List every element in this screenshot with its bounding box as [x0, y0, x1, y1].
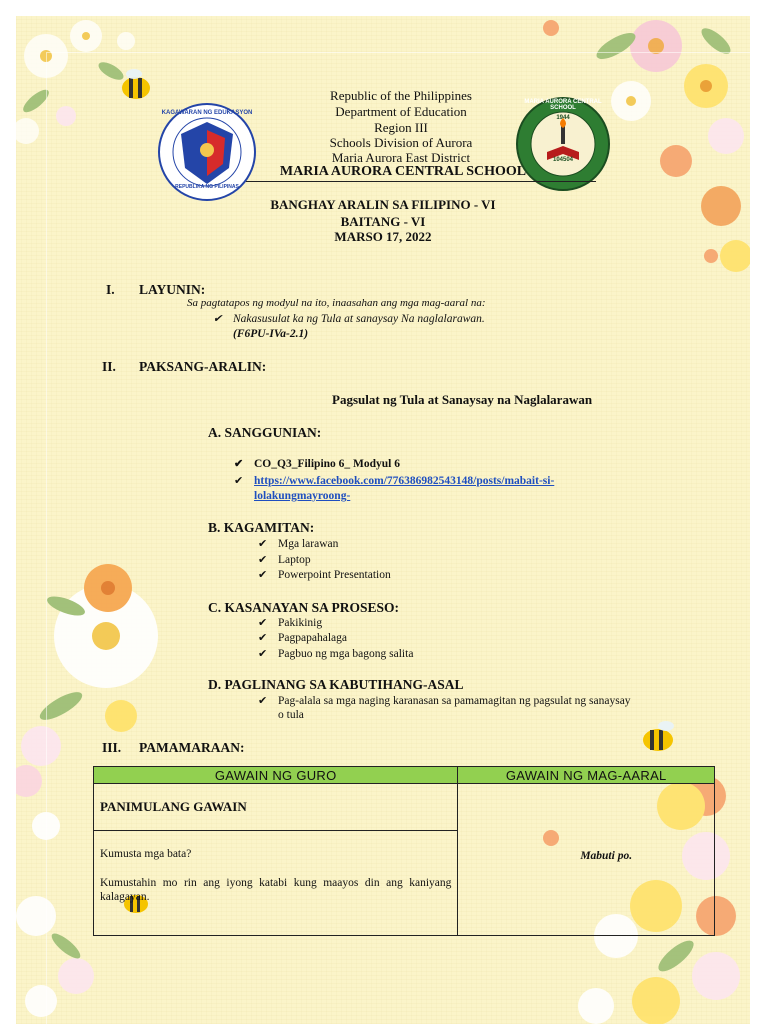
col-header-guro: GAWAIN NG GURO	[94, 767, 458, 784]
grade-level: BAITANG - VI	[340, 214, 426, 229]
header-department: Department of Education	[335, 104, 467, 119]
kasanayan-item: ✔ Pagpapahalaga	[258, 631, 347, 644]
deped-logo-text-bottom: REPUBLIKA NG PILIPINAS	[175, 184, 239, 190]
header-rule	[246, 181, 596, 182]
student-response: Mabuti po.	[580, 850, 633, 862]
panimulang-gawain-label: PANIMULANG GAWAIN	[100, 799, 247, 814]
school-logo-text: MARIA AURORA CENTRAL SCHOOL	[524, 99, 602, 111]
header-republic: Republic of the Philippines	[330, 88, 472, 103]
lesson-plan-sheet	[16, 16, 750, 1024]
kagamitan-item: ✔ Laptop	[258, 553, 311, 566]
sanggunian-link[interactable]: https://www.facebook.com/776386982543148/posts/mabait-si-	[254, 475, 555, 487]
teacher-greeting: Kumusta mga bata?	[100, 848, 192, 860]
kagamitan-item: ✔ Mga larawan	[258, 537, 338, 550]
section-number-1: I.	[106, 282, 115, 297]
header-division: Schools Division of Aurora	[329, 135, 473, 150]
lesson-topic: Pagsulat ng Tula at Sanaysay na Naglalarawan	[332, 392, 593, 407]
header-region: Region III	[374, 120, 428, 135]
kasanayan-item: ✔ Pagbuo ng mga bagong salita	[258, 647, 413, 660]
layunin-intro: Sa pagtatapos ng modyul na ito, inaasahan ang mga mag-aaral na:	[187, 297, 486, 309]
lesson-date: MARSO 17, 2022	[334, 229, 432, 244]
table-row	[94, 784, 458, 831]
sanggunian-link-item	[234, 474, 554, 487]
layunin-code: (F6PU-IVa-2.1)	[233, 328, 309, 340]
section-pamamaraan: PAMAMARAAN:	[139, 740, 245, 755]
subsection-paglinang: D. PAGLINANG SA KABUTIHANG-ASAL	[208, 677, 464, 692]
col-header-mag-aaral: GAWAIN NG MAG-AARAL	[458, 767, 715, 784]
subsection-kagamitan: B. KAGAMITAN:	[208, 520, 315, 535]
kasanayan-item: ✔ Pakikinig	[258, 616, 322, 629]
subsection-kasanayan: C. KASANAYAN SA PROSESO:	[208, 600, 400, 615]
section-number-3: III.	[102, 740, 122, 755]
layunin-item: ✔ Nakasusulat ka ng Tula at sanaysay Na naglalarawan.	[213, 312, 485, 325]
teacher-instruction: Kumustahin mo rin ang iyong katabi kung maayos din ang kaniyang kalagayan.	[100, 877, 452, 903]
kagamitan-item: ✔ Powerpoint Presentation	[258, 568, 391, 581]
lesson-title: BANGHAY ARALIN SA FILIPINO - VI	[270, 197, 496, 212]
header-district: Maria Aurora East District	[331, 150, 471, 165]
section-layunin: LAYUNIN:	[139, 282, 206, 297]
sanggunian-link-continued	[254, 490, 350, 502]
school-name: MARIA AURORA CENTRAL SCHOOL	[279, 164, 527, 179]
sanggunian-item: ✔ CO_Q3_Filipino 6_ Modyul 6	[234, 457, 400, 470]
student-response-cell	[458, 784, 715, 936]
subsection-sanggunian: A. SANGGUNIAN:	[208, 425, 322, 440]
school-logo-year: 1944	[556, 115, 570, 121]
sanggunian-link-part2[interactable]: lolakungmayroong-	[254, 490, 351, 502]
deped-logo-text-top: KAGAWARAN NG EDUKASYON	[161, 110, 253, 116]
school-logo-id: 104504	[552, 157, 574, 163]
activity-table	[93, 766, 715, 936]
section-paksa: PAKSANG-ARALIN:	[139, 359, 267, 374]
paglinang-item: ✔ Pag-alala sa mga naging karanasan sa pamamagitan ng pagsulat ng sanaysay	[258, 694, 631, 707]
paglinang-item-continued: o tula	[278, 709, 304, 721]
table-row	[94, 831, 458, 936]
section-number-2: II.	[102, 359, 116, 374]
